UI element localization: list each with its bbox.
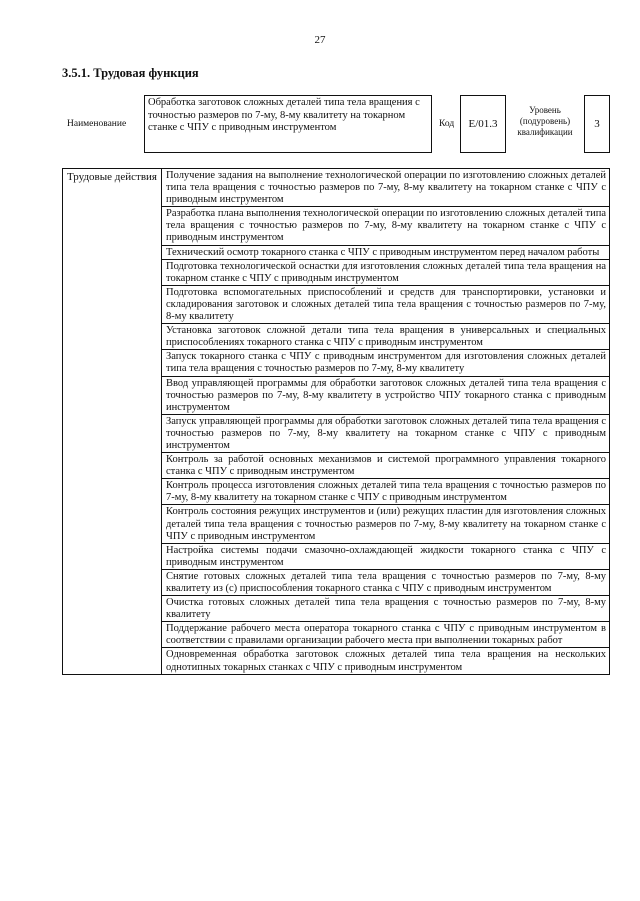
qualification-level: 3: [584, 95, 610, 153]
action-item: Контроль состояния режущих инструментов и (или) режущих пластин для изготовления сложных деталей типа тела вращения с точностью размеров по 7-му, 8-му квалитету на токарном станке с ЧПУ с приводным инструментом: [162, 505, 610, 543]
level-label: Уровень (подуровень) квалификации: [517, 105, 573, 137]
action-item: Технический осмотр токарного станка с ЧПУ с приводным инструментом перед началом работы: [162, 245, 610, 259]
action-item: Поддержание рабочего места оператора токарного станка с ЧПУ с приводным инструментом в соответствии с правилами организации рабочего места при выполнении токарных работ: [162, 622, 610, 648]
action-item: Запуск токарного станка с ЧПУ с приводным инструментом для изготовления сложных деталей типа тела вращения с точностью размеров по 7-му, 8-му квалитету: [162, 350, 610, 376]
function-summary: [62, 95, 610, 155]
name-label: Наименование: [67, 119, 127, 129]
action-item: Подготовка вспомогательных приспособлений и средств для транспортировки, установки и складирования заготовок и сложных деталей типа тела вращения с точностью размеров по 7-му, 8-му квалитету: [162, 285, 610, 323]
code-label: Код: [439, 119, 455, 129]
action-item: Разработка плана выполнения технологической операции по изготовлению сложных деталей типа тела вращения с точностью размеров по 7-му, 8-му квалитету на токарном станке с ЧПУ с приводным инструментом: [162, 207, 610, 245]
labor-actions-table: [62, 168, 610, 675]
function-name: Обработка заготовок сложных деталей типа тела вращения с точностью размеров по 7-му, 8-му квалитету на токарном станке с ЧПУ с приводным инструментом: [144, 95, 432, 153]
section-title: 3.5.1. Трудовая функция: [62, 66, 199, 80]
action-item: Запуск управляющей программы для обработки заготовок сложных деталей типа тела вращения с точностью размеров по 7-му, 8-му квалитету на токарном станке с ЧПУ с приводным инструментом: [162, 414, 610, 452]
action-item: Снятие готовых сложных деталей типа тела вращения с точностью размеров по 7-му, 8-му квалитету из (с) приспособления токарного станка с ЧПУ с приводным инструментом: [162, 569, 610, 595]
action-item: Ввод управляющей программы для обработки заготовок сложных деталей типа тела вращения с точностью размеров по 7-му, 8-му квалитету в устройство ЧПУ токарного станка с приводным инструментом: [162, 376, 610, 414]
function-code: E/01.3: [460, 95, 506, 153]
action-item: Одновременная обработка заготовок сложных деталей типа тела вращения на нескольких однотипных токарных станках с ЧПУ с приводным инструментом: [162, 648, 610, 674]
action-item: Настройка системы подачи смазочно-охлаждающей жидкости токарного станка с ЧПУ с приводным инструментом: [162, 543, 610, 569]
action-item: Подготовка технологической оснастки для изготовления сложных деталей типа тела вращения на токарном станке с ЧПУ с приводным инструментом: [162, 259, 610, 285]
table-row: [63, 169, 610, 207]
action-item: Очистка готовых сложных деталей типа тела вращения с точностью размеров по 7-му, 8-му квалитету: [162, 596, 610, 622]
action-item: Получение задания на выполнение технологической операции по изготовлению сложных деталей типа тела вращения с точностью размеров по 7-му, 8-му квалитету на токарном станке с ЧПУ с приводным инструментом: [162, 169, 610, 207]
action-item: Установка заготовок сложной детали типа тела вращения в универсальных и специальных приспособлениях токарного станка с ЧПУ с приводным инструментом: [162, 324, 610, 350]
action-item: Контроль за работой основных механизмов и системой программного управления токарного станка с ЧПУ с приводным инструментом: [162, 453, 610, 479]
page-number: 27: [314, 34, 326, 46]
category-cell: Трудовые действия: [63, 169, 162, 675]
action-item: Контроль процесса изготовления сложных деталей типа тела вращения с точностью размеров по 7-му, 8-му квалитету на токарном станке с ЧПУ с приводным инструментом: [162, 479, 610, 505]
